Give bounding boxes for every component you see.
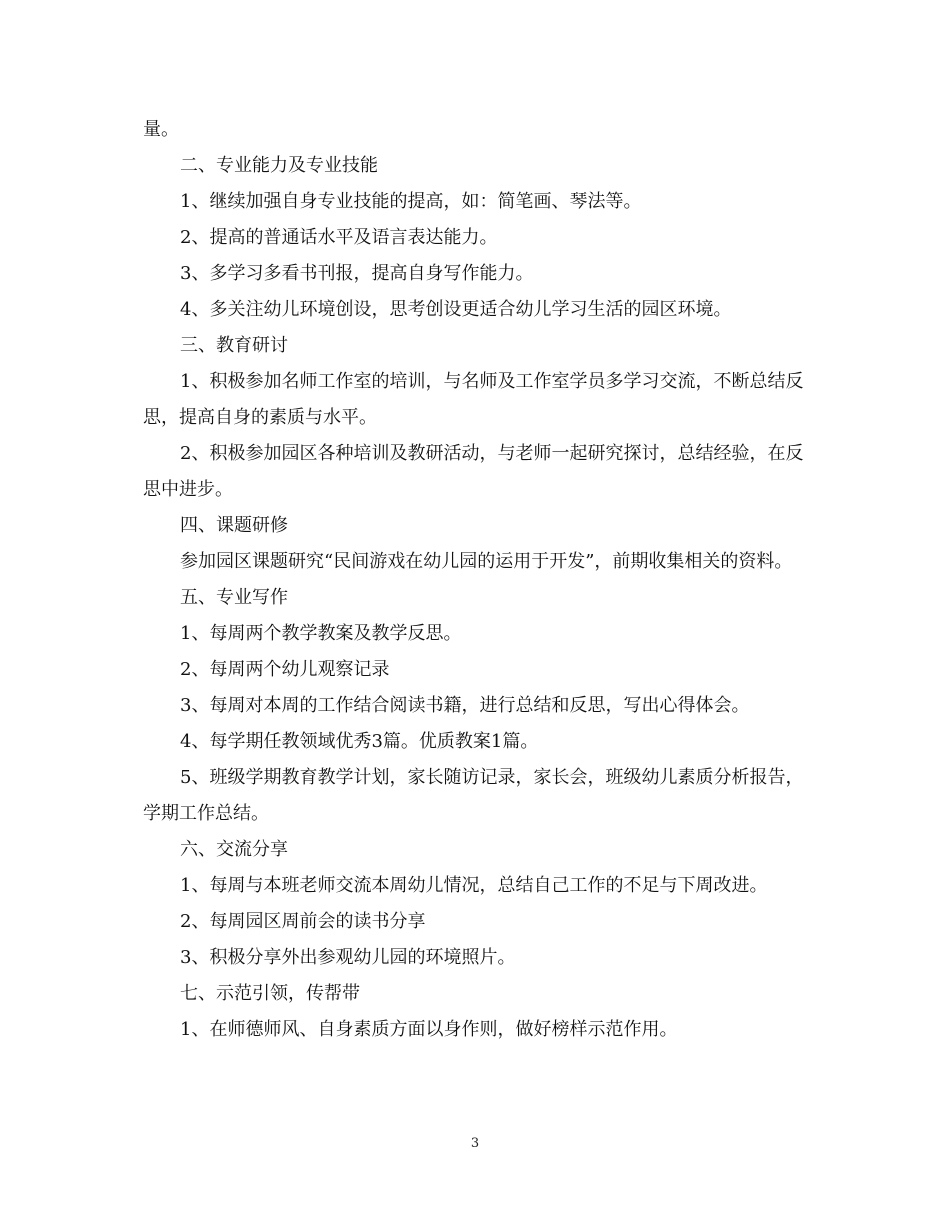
- document-body: [143, 112, 811, 1048]
- list-item: 5、班级学期教育教学计划，家长随访记录，家长会，班级幼儿素质分析报告，学期工作总结。: [143, 767, 804, 824]
- list-item: 2、每周园区周前会的读书分享: [180, 911, 426, 932]
- list-item: 1、积极参加名师工作室的培训，与名师及工作室学员多学习交流，不断总结反思，提高自身的素质与水平。: [143, 371, 804, 428]
- section-heading-6: 六、交流分享: [180, 839, 288, 860]
- section-heading-3: 三、教育研讨: [180, 335, 288, 356]
- paragraph-continuation: 量。: [143, 119, 179, 140]
- list-item: 1、每周与本班老师交流本周幼儿情况，总结自己工作的不足与下周改进。: [180, 875, 768, 896]
- list-item: 2、积极参加园区各种培训及教研活动，与老师一起研究探讨，总结经验，在反思中进步。: [143, 443, 804, 500]
- list-item: 3、多学习多看书刊报，提高自身写作能力。: [180, 263, 534, 284]
- list-item: 3、每周对本周的工作结合阅读书籍，进行总结和反思，写出心得体会。: [180, 695, 750, 716]
- paragraph: 参加园区课题研究“民间游戏在幼儿园的运用于开发”，前期收集相关的资料。: [180, 551, 793, 572]
- section-heading-7: 七、示范引领，传帮带: [180, 983, 360, 1004]
- list-item: 1、在师德师风、自身素质方面以身作则，做好榜样示范作用。: [180, 1019, 678, 1040]
- section-heading-4: 四、课题研修: [180, 515, 288, 536]
- section-heading-2: 二、专业能力及专业技能: [180, 155, 378, 176]
- list-item: 2、提高的普通话水平及语言表达能力。: [180, 227, 498, 248]
- list-item: 2、每周两个幼儿观察记录: [180, 659, 390, 680]
- list-item: 3、积极分享外出参观幼儿园的环境照片。: [180, 947, 516, 968]
- list-item: 4、每学期任教领域优秀3篇。优质教案1篇。: [180, 731, 539, 752]
- section-heading-5: 五、专业写作: [180, 587, 288, 608]
- page-number: 3: [470, 1136, 480, 1151]
- list-item: 1、每周两个教学教案及教学反思。: [180, 623, 462, 644]
- list-item: 4、多关注幼儿环境创设，思考创设更适合幼儿学习生活的园区环境。: [180, 299, 732, 320]
- list-item: 1、继续加强自身专业技能的提高，如：简笔画、琴法等。: [180, 191, 642, 212]
